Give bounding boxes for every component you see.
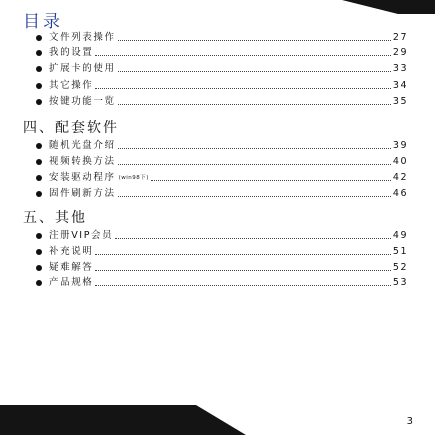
page-ref: 35 [392, 96, 408, 107]
list-item[interactable]: 我的设置 29 [36, 47, 408, 59]
bullet-icon [36, 280, 42, 286]
list-item[interactable]: 固件刷新方法 46 [36, 188, 408, 200]
list-item[interactable]: 其它操作 34 [36, 80, 408, 92]
list-item[interactable]: 按键功能一览 35 [36, 96, 408, 108]
dot-leader [118, 147, 391, 149]
bullet-icon [36, 143, 42, 149]
page-ref: 40 [392, 156, 408, 167]
dot-leader [118, 70, 391, 72]
bullet-icon [36, 175, 42, 181]
bullet-icon [36, 66, 42, 72]
page-ref: 53 [392, 277, 408, 288]
page-ref: 33 [392, 63, 408, 74]
dot-leader [95, 253, 391, 255]
bullet-icon [36, 83, 42, 89]
page-ref: 39 [392, 140, 408, 151]
dot-leader [95, 54, 391, 56]
bottom-banner [0, 405, 435, 435]
bullet-icon [36, 233, 42, 239]
dot-leader [118, 39, 391, 41]
dot-leader [95, 87, 391, 89]
dot-leader [118, 195, 391, 197]
list-item[interactable]: 扩展卡的使用 33 [36, 63, 408, 75]
bullet-icon [36, 35, 42, 41]
bullet-icon [36, 50, 42, 56]
page-ref: 27 [392, 32, 408, 43]
dot-leader [118, 163, 391, 165]
dot-leader [118, 103, 391, 105]
page-title: 目录 [23, 12, 63, 32]
page-ref: 49 [392, 230, 408, 241]
list-item[interactable]: 文件列表操作 27 [36, 32, 408, 44]
list-item[interactable]: 注册VIP会员 49 [36, 230, 408, 242]
dot-leader [115, 237, 391, 239]
list-item[interactable]: 安装驱动程序 (win98下) 42 [36, 172, 408, 184]
list-item[interactable]: 疑难解答 52 [36, 262, 408, 274]
list-item[interactable]: 产品规格 53 [36, 277, 408, 289]
bullet-icon [36, 191, 42, 197]
item-note: (win98下) [118, 175, 149, 181]
bullet-icon [36, 99, 42, 105]
page-ref: 51 [392, 246, 408, 257]
page-ref: 46 [392, 188, 408, 199]
section-heading: 四、配套软件 [23, 120, 119, 136]
dot-leader [95, 284, 391, 286]
dot-leader [151, 179, 391, 181]
top-banner [0, 0, 435, 14]
page-ref: 42 [392, 172, 408, 183]
list-item[interactable]: 随机光盘介绍 39 [36, 140, 408, 152]
bullet-icon [36, 265, 42, 271]
bullet-icon [36, 159, 42, 165]
bullet-icon [36, 249, 42, 255]
section-heading: 五、其他 [23, 210, 87, 226]
page-number: 3 [406, 416, 413, 427]
list-item[interactable]: 补充说明 51 [36, 246, 408, 258]
page-ref: 34 [392, 80, 408, 91]
dot-leader [95, 269, 391, 271]
page-ref: 52 [392, 262, 408, 273]
page-ref: 29 [392, 47, 408, 58]
list-item[interactable]: 视频转换方法 40 [36, 156, 408, 168]
